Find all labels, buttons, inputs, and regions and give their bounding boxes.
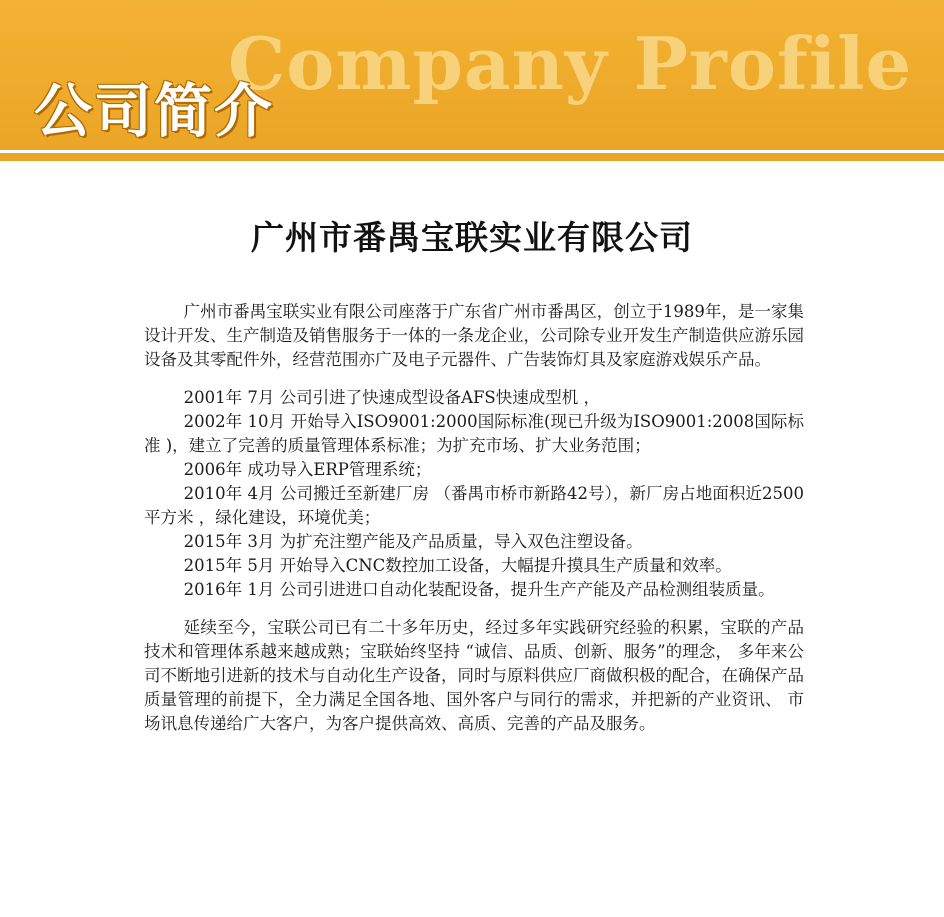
timeline-section xyxy=(144,386,804,602)
closing-section xyxy=(144,616,804,736)
banner-watermark: Company Profile xyxy=(228,21,913,106)
header-divider-thick xyxy=(0,153,944,161)
intro-paragraph: 广州市番禺宝联实业有限公司座落于广东省广州市番禺区，创立于1989年，是一家集设计开发、生产制造及销售服务于一体的一条龙企业，公司除专业开发生产制造供应游乐园设备及其零配件外，经营范围亦广及电子元器件、广告装饰灯具及家庭游戏娱乐产品。 xyxy=(144,302,804,369)
header-banner xyxy=(0,0,944,150)
timeline-item: 2015年 3月 为扩充注塑产能及产品质量，导入双色注塑设备。 xyxy=(183,532,643,551)
intro-section xyxy=(144,300,804,372)
timeline-item: 2016年 1月 公司引进进口自动化装配设备，提升生产产能及产品检测组装质量。 xyxy=(183,580,775,599)
timeline-item: 2006年 成功导入ERP管理系统； xyxy=(183,460,432,479)
company-name-title: 广州市番禺宝联实业有限公司 xyxy=(251,218,693,257)
timeline-item: 2010年 4月 公司搬迁至新建厂房 （番禺市桥市新路42号），新厂房占地面积近2500平方米 ，绿化建设，环境优美； xyxy=(144,484,804,527)
timeline-item: 2001年 7月 公司引进了快速成型设备AFS快速成型机 ， xyxy=(183,388,600,407)
profile-body xyxy=(144,300,804,750)
timeline-item: 2002年 10月 开始导入ISO9001:2000国际标准(现已升级为ISO9001:2008国际标准 )，建立了完善的质量管理体系标准；为扩充市场、扩大业务范围； xyxy=(144,412,804,455)
banner-title: 公司简介 xyxy=(34,77,275,145)
closing-paragraph: 延续至今，宝联公司已有二十多年历史，经过多年实践研究经验的积累，宝联的产品技术和管理体系越来越成熟；宝联始终坚持 “诚信、品质、创新、服务”的理念， 多年来公司不断地引进新的技术与自动化生产设备，同时与原料供应厂商做积极的配合，在确保产品质量管理的前提下，全力满足全国各地、国外客户与同行的需求，并把新的产业资讯、 市场讯息传递给广大客户，为客户提供高效、高质、完善的产品及服务。 xyxy=(144,618,804,733)
timeline-item: 2015年 5月 开始导入CNC数控加工设备，大幅提升摸具生产质量和效率。 xyxy=(183,556,732,575)
